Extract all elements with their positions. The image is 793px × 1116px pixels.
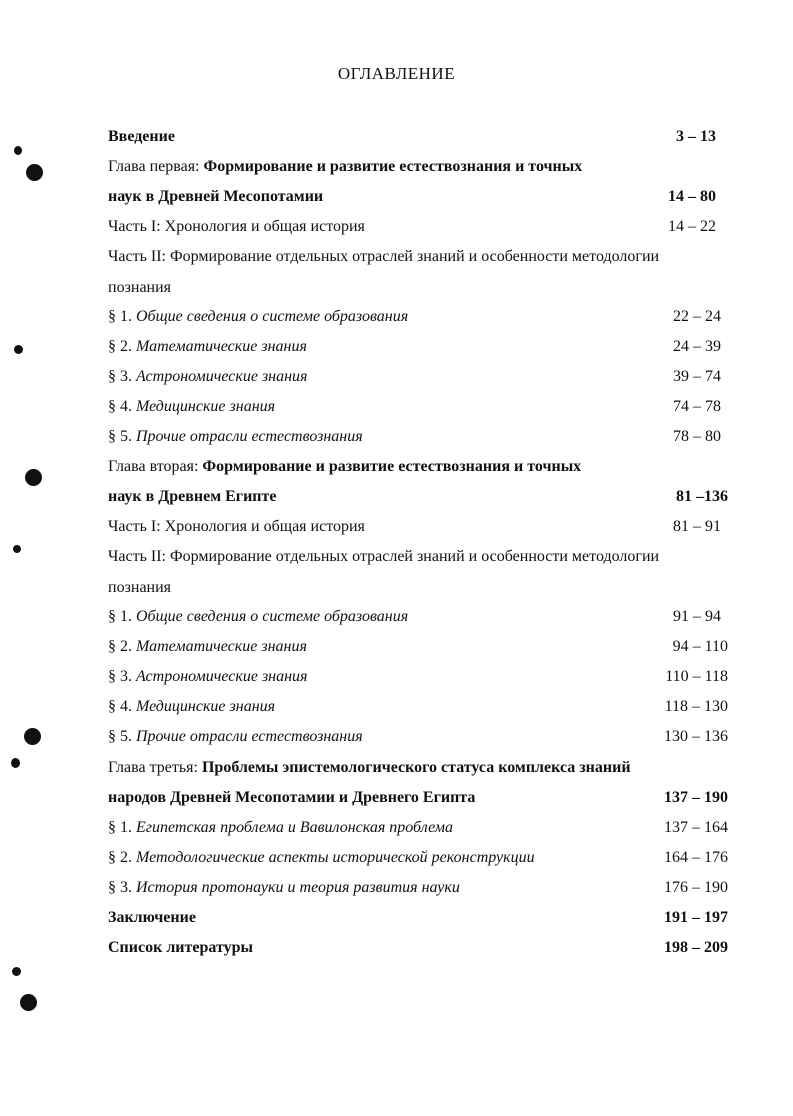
toc-entry-pages: 191 – 197 [664, 909, 728, 926]
chapter-title: Формирование и развитие естествознания и точных [202, 458, 582, 475]
section-number: § 3. [108, 368, 136, 385]
punch-hole-mark [25, 469, 42, 486]
chapter-prefix: Глава третья: [108, 759, 202, 776]
section-label: Египетская проблема и Вавилонская проблема [136, 819, 453, 836]
section-label: Прочие отрасли естествознания [136, 728, 363, 745]
toc-entry-pages: 110 – 118 [665, 668, 728, 685]
toc-entry-pages: 81 – 91 [673, 518, 721, 535]
toc-entry-label: Часть II: Формирование отдельных отраслей знаний и особенности методологии [108, 248, 660, 265]
section-number: § 3. [108, 668, 136, 685]
section-number: § 2. [108, 638, 136, 655]
toc-entry-pages: 78 – 80 [673, 428, 721, 445]
section-label: Медицинские знания [136, 698, 276, 715]
toc-entry-label: Часть I: Хронология и общая история [108, 518, 365, 535]
toc-entry-label: Список литературы [108, 939, 253, 956]
toc-entry-pages: 94 – 110 [672, 638, 728, 655]
chapter-title-cont: народов Древней Месопотамии и Древнего Египта [108, 789, 476, 806]
section-number: § 1. [108, 819, 136, 836]
chapter-title: Формирование и развитие естествознания и точных [203, 158, 583, 175]
section-label: Методологические аспекты исторической реконструкции [136, 849, 535, 866]
punch-hole-mark [26, 164, 43, 181]
punch-hole-mark [14, 146, 22, 155]
toc-entry-pages: 81 –136 [676, 488, 728, 505]
toc-entry-pages: 176 – 190 [664, 879, 728, 896]
toc-entry-pages: 137 – 164 [664, 819, 728, 836]
toc-entry-pages: 14 – 22 [668, 218, 716, 235]
toc-entry-pages: 198 – 209 [664, 939, 728, 956]
toc-entry-label: Часть II: Формирование отдельных отраслей знаний и особенности методологии [108, 548, 660, 565]
punch-hole-mark [11, 758, 20, 768]
punch-hole-mark [14, 345, 23, 354]
toc-entry-pages: 39 – 74 [673, 368, 721, 385]
toc-entry-label: познания [108, 579, 172, 596]
section-label: Астрономические знания [136, 668, 308, 685]
toc-entry-pages: 74 – 78 [673, 398, 721, 415]
toc-entry-pages: 118 – 130 [664, 698, 728, 715]
section-label: История протонауки и теория развития науки [136, 879, 460, 896]
toc-entry-label: познания [108, 279, 172, 296]
toc-entry-pages: 14 – 80 [668, 188, 716, 205]
section-label: Общие сведения о системе образования [136, 308, 409, 325]
toc-entry-pages: 22 – 24 [673, 308, 721, 325]
section-number: § 3. [108, 879, 136, 896]
section-number: § 1. [108, 308, 136, 325]
section-label: Математические знания [136, 638, 307, 655]
section-number: § 4. [108, 698, 136, 715]
section-label: Математические знания [136, 338, 307, 355]
toc-entry-pages: 130 – 136 [664, 728, 728, 745]
toc-entry-pages: 164 – 176 [664, 849, 728, 866]
section-number: § 2. [108, 849, 136, 866]
toc-entry-label: Введение [108, 128, 175, 145]
toc-entry-label: Заключение [108, 909, 196, 926]
toc-entry-pages: 24 – 39 [673, 338, 721, 355]
section-number: § 1. [108, 608, 136, 625]
toc-entry-pages: 3 – 13 [676, 128, 716, 145]
toc-entry-label: Часть I: Хронология и общая история [108, 218, 365, 235]
punch-hole-mark [24, 728, 41, 745]
punch-hole-mark [12, 967, 21, 976]
chapter-prefix: Глава вторая: [108, 458, 203, 475]
chapter-prefix: Глава первая: [108, 158, 204, 175]
section-label: Общие сведения о системе образования [136, 608, 409, 625]
chapter-title-cont: наук в Древнем Египте [108, 488, 277, 505]
section-label: Прочие отрасли естествознания [136, 428, 363, 445]
chapter-title: Проблемы эпистемологического статуса комплекса знаний [201, 759, 631, 776]
section-label: Медицинские знания [136, 398, 276, 415]
section-number: § 5. [108, 728, 136, 745]
toc-entry-pages: 91 – 94 [673, 608, 721, 625]
toc-entry-pages: 137 – 190 [664, 789, 728, 806]
section-number: § 5. [108, 428, 136, 445]
page-title: ОГЛАВЛЕНИЕ [337, 64, 456, 83]
section-number: § 2. [108, 338, 136, 355]
section-label: Астрономические знания [136, 368, 308, 385]
chapter-title-cont: наук в Древней Месопотамии [108, 188, 324, 205]
section-number: § 4. [108, 398, 136, 415]
punch-hole-mark [13, 545, 21, 553]
punch-hole-mark [20, 994, 37, 1011]
